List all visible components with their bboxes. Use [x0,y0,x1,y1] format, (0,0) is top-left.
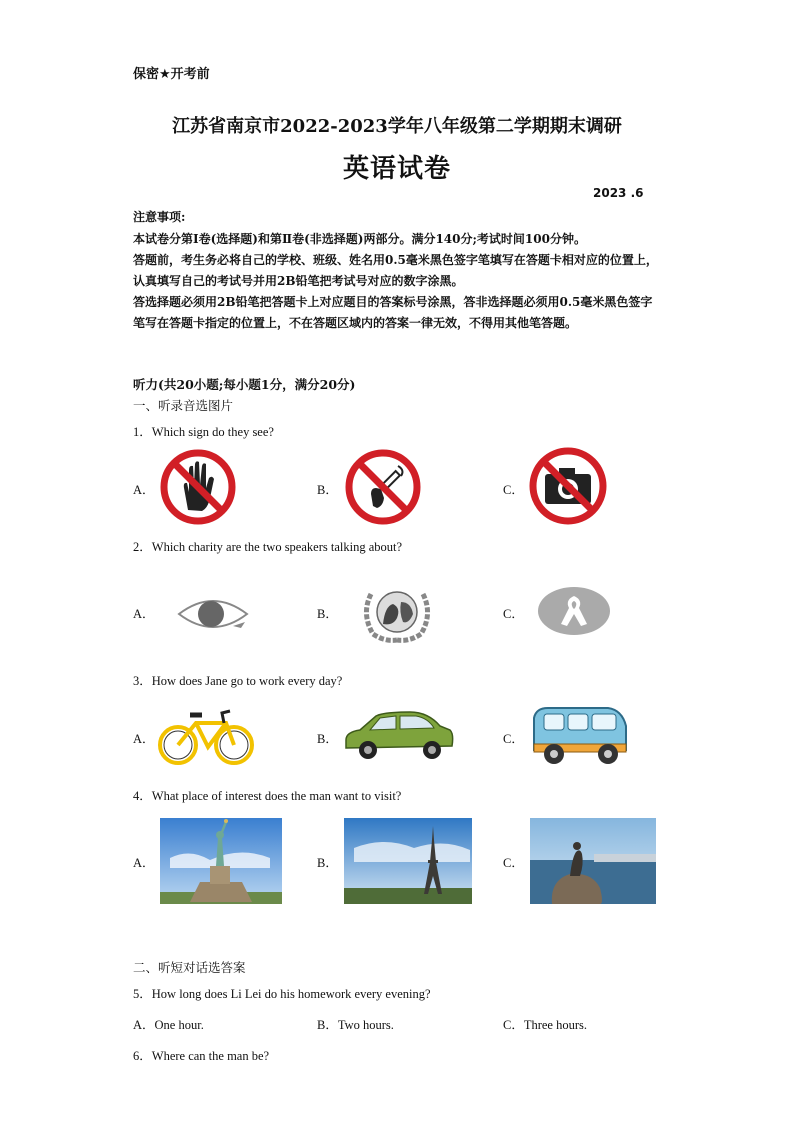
question-number: 4． [133,789,152,803]
option-a-label: A． [133,732,155,746]
exam-date: 2023 .6 [593,186,644,200]
listening-heading: 听力(共20小题;每小题1分，满分20分) [133,377,356,392]
option-b-label: B． [317,856,338,870]
question-3 [133,671,342,689]
option-c-label: C． [503,856,524,870]
option-b-label: B． [317,732,338,746]
question-number: 3． [133,674,152,688]
option-b: B．Two hours. [317,1018,394,1032]
no-photography-sign-icon [527,446,609,526]
notes-body [133,229,663,334]
statue-of-liberty-photo [160,818,282,904]
question-number: 2． [133,540,152,554]
question-text: How long does Li Lei do his homework every evening? [151,987,431,1001]
question-5 [133,984,431,1002]
eiffel-tower-photo [344,818,472,904]
wreath-logo-icon [357,584,437,644]
exam-title: 江苏省南京市2022-2023学年八年级第二学期期末调研 [172,116,622,137]
little-mermaid-photo [530,818,656,904]
option-a: A．One hour. [133,1018,204,1032]
van-icon [528,704,630,768]
option-a-label: A． [133,483,155,497]
question-6 [133,1046,269,1064]
question-text: Where can the man be? [151,1049,270,1063]
note-line: 本试卷分第Ⅰ卷(选择题)和第Ⅱ卷(非选择题)两部分。满分140分;考试时间100分钟。 [133,232,586,246]
option-c: C．Three hours. [503,1018,588,1032]
question-number: 6． [133,1049,152,1063]
option-c-label: C． [503,607,524,621]
part2-heading: 二、听短对话选答案 [133,960,246,975]
option-c-label: C． [503,732,524,746]
notes-heading: 注意事项: [133,210,186,224]
confidential-mark: 保密★开考前 [133,67,210,82]
no-smoking-sign-icon [343,448,423,526]
option-c-label: C． [503,483,524,497]
question-text: How does Jane go to work every day? [151,674,343,688]
eye-logo-icon [175,592,251,636]
question-number: 1． [133,425,152,439]
question-1 [133,422,274,440]
option-a-label: A． [133,607,155,621]
question-text: Which sign do they see? [151,425,274,439]
option-a-label: A． [133,856,155,870]
exam-subject: 英语试卷 [342,154,451,184]
note-line: 答选择题必须用2B铅笔把答题卡上对应题目的答案标号涂黑，答非选择题必须用0.5毫米黑色签字笔写在答题卡指定的位置上，不在答题区域内的答案一律无效，不得用其他笔答题。 [133,295,653,330]
no-touching-sign-icon [158,448,238,526]
part1-heading: 一、听录音选图片 [133,398,234,413]
question-text: Which charity are the two speakers talking about? [151,540,403,554]
ribbon-logo-icon [537,586,611,636]
question-2 [133,537,402,555]
car-icon [340,710,456,762]
question-text: What place of interest does the man want to visit? [151,789,402,803]
bicycle-icon [156,705,256,767]
option-b-label: B． [317,483,338,497]
option-b-label: B． [317,607,338,621]
note-line: 答题前，考生务必将自己的学校、班级、姓名用0.5毫米黑色签字笔填写在答题卡相对应的位置上，认真填写自己的考试号并用2B铅笔把考试号对应的数字涂黑。 [133,253,658,288]
question-number: 5． [133,987,152,1001]
question-4 [133,786,401,804]
